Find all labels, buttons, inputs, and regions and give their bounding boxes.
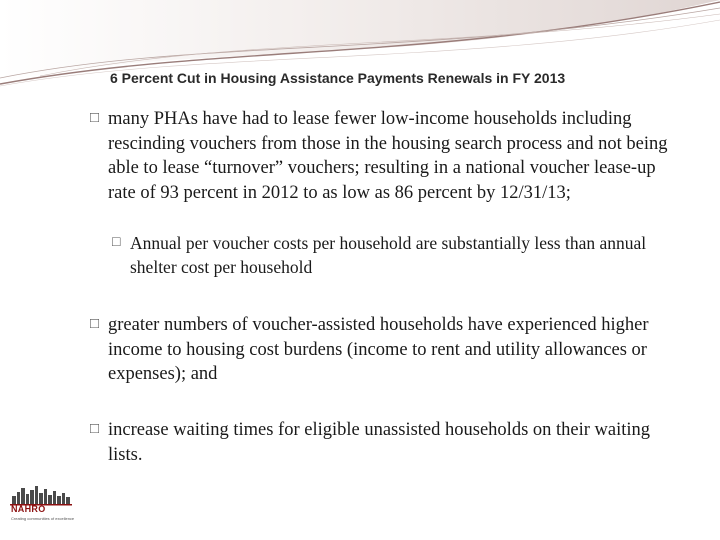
checkbox-bullet-icon: □ (112, 235, 121, 250)
checkbox-bullet-icon: □ (90, 110, 100, 126)
bullet-text: many PHAs have had to lease fewer low-income households including rescinding vouchers from those in the housing search process and not being able to lease “turnover” vouchers; resulting in a national voucher lease-up rate of 93 percent in 2012 to as low as 86 percent by 12/31/13; (108, 109, 668, 203)
bullet-text: increase waiting times for eligible unassisted households on their waiting lists. (108, 420, 651, 465)
bullet-item-3 (90, 418, 680, 467)
bullet-item-2 (90, 313, 680, 387)
sub-bullet-item (112, 232, 672, 279)
logo-wordmark: NAHRO (11, 504, 46, 514)
slide-title: 6 Percent Cut in Housing Assistance Payments Renewals in FY 2013 (110, 70, 566, 86)
logo-tagline: Creating communities of excellence (11, 516, 75, 521)
checkbox-bullet-icon: □ (90, 421, 100, 437)
bullet-text: greater numbers of voucher-assisted households have experienced higher income to housing cost burdens (income to rent and utility allowances or expenses); and (108, 315, 649, 384)
bullet-text: Annual per voucher costs per household are substantially less than annual shelter cost per household (130, 233, 647, 277)
checkbox-bullet-icon: □ (90, 316, 100, 332)
bullet-item-1 (90, 107, 680, 205)
